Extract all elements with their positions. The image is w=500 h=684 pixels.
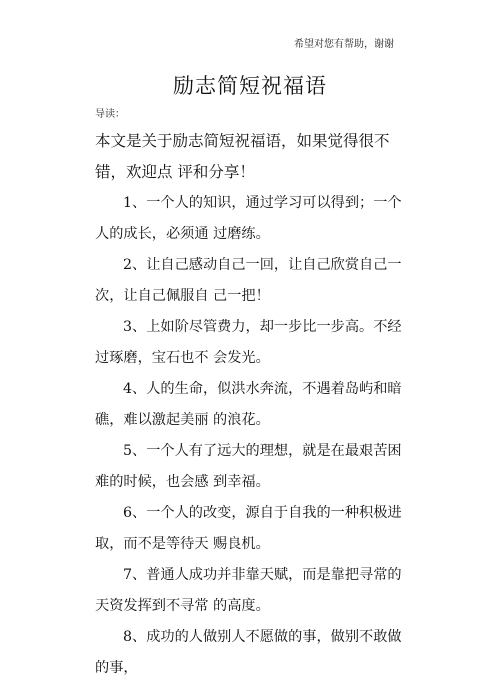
list-item: 2、让自己感动自己一回，让自己欣赏自己一次，让自己佩服自 己一把！ xyxy=(95,257,402,304)
list-item: 7、普通人成功并非靠天赋，而是靠把寻常的天资发挥到不寻常 的高度。 xyxy=(95,567,402,614)
intro-paragraph: 本文是关于励志简短祝福语，如果觉得很不错，欢迎点 评和分享！ xyxy=(95,132,390,181)
header-note: 希望对您有帮助，谢谢 xyxy=(294,39,394,50)
list-item: 8、成功的人做别人不愿做的事，做别不敢做的事， xyxy=(95,629,402,676)
list-item: 3、上如阶尽管费力，却一步比一步高。不经过琢磨，宝石也不 会发光。 xyxy=(95,319,402,366)
list-item: 6、一个人的改变，源自于自我的一种积极进取，而不是等待天 赐良机。 xyxy=(95,505,402,552)
document-body xyxy=(95,126,405,684)
list-item: 1、一个人的知识，通过学习可以得到；一个人的成长，必须通 过磨练。 xyxy=(95,195,402,242)
guide-label: 导读： xyxy=(95,109,125,120)
list-item: 4、人的生命，似洪水奔流，不遇着岛屿和暗礁，难以激起美丽 的浪花。 xyxy=(95,381,402,428)
list-item: 5、一个人有了远大的理想，就是在最艰苦困难的时候，也会感 到幸福。 xyxy=(95,443,402,490)
document-title: 励志简短祝福语 xyxy=(173,74,327,98)
